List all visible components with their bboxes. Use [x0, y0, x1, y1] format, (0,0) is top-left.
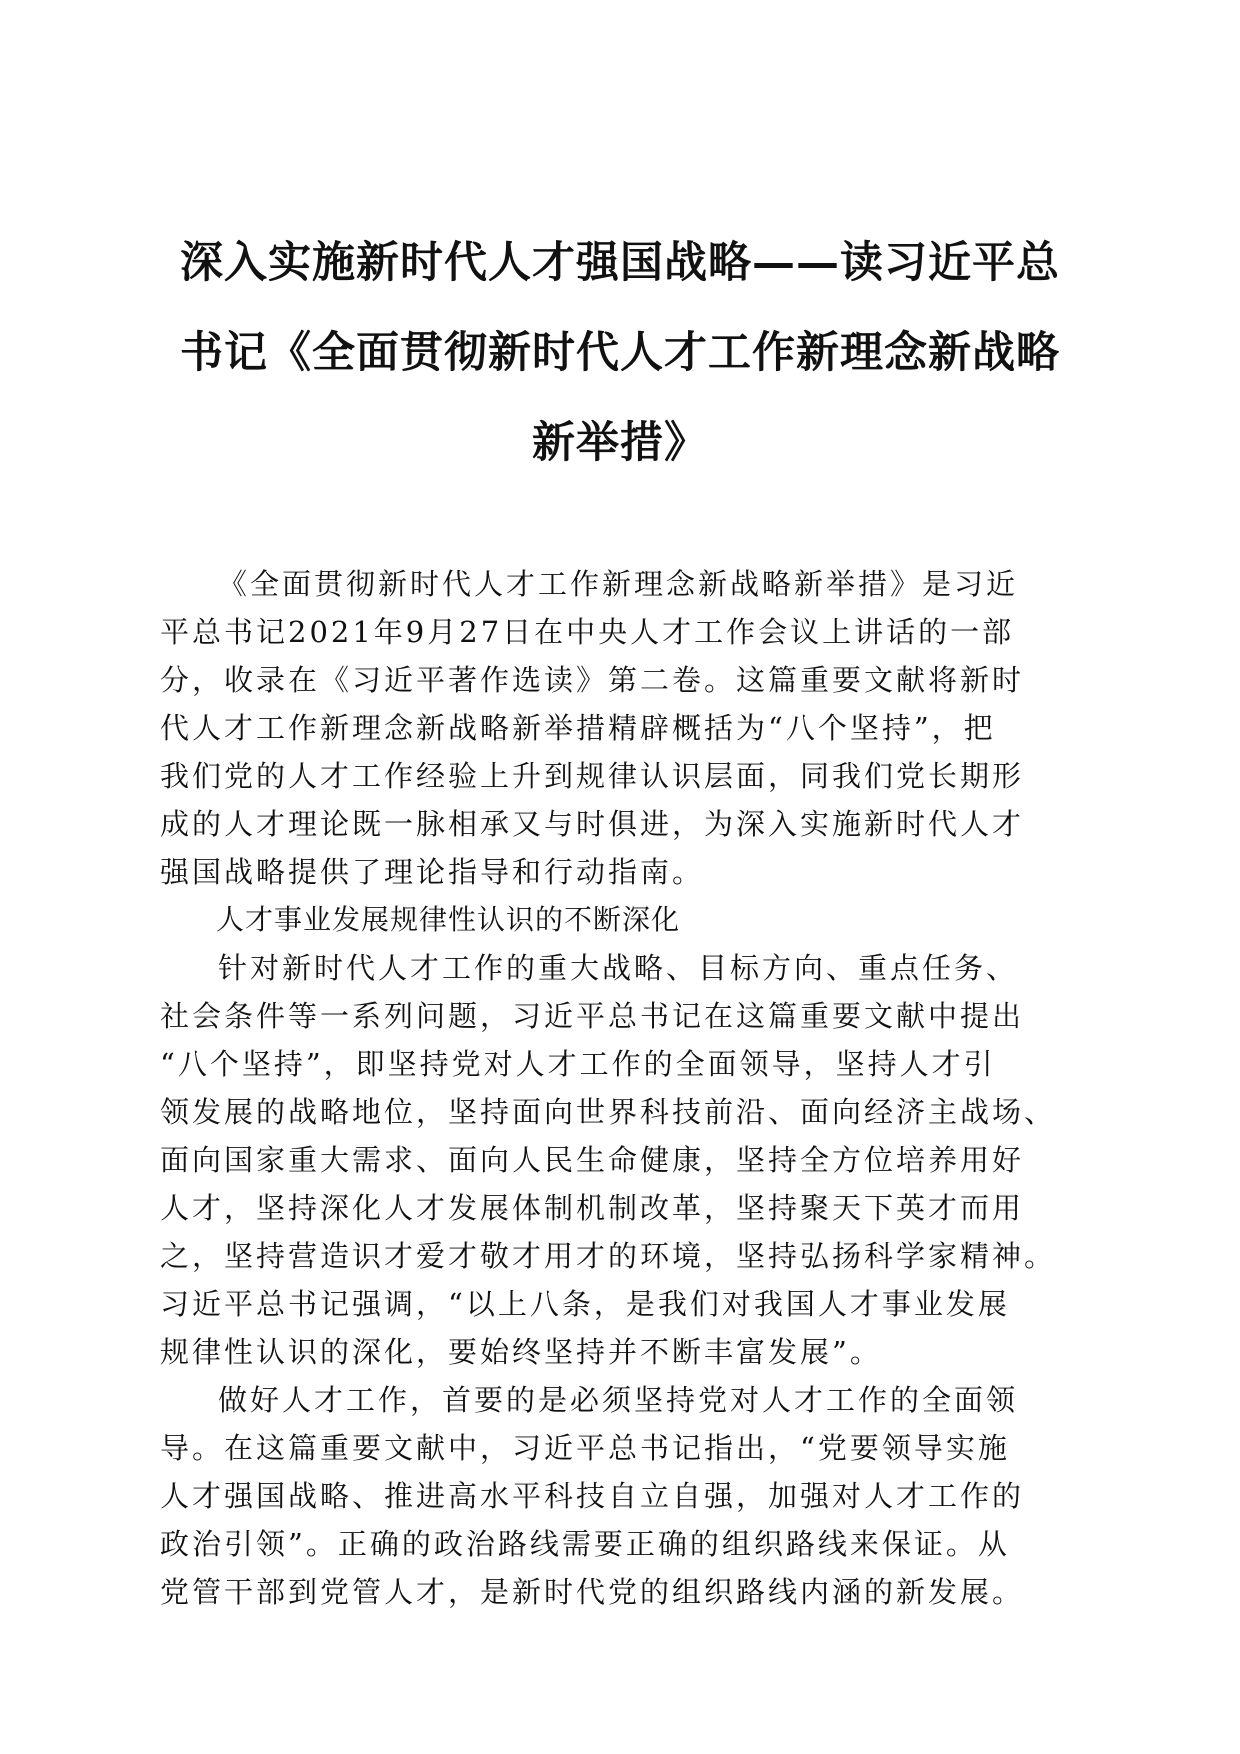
paragraph-line: 平总书记2021年9月27日在中央人才工作会议上讲话的一部: [160, 615, 1015, 649]
paragraph-line: 之，坚持营造识才爱才敬才用才的环境，坚持弘扬科学家精神。: [160, 1239, 1057, 1273]
paragraph-line: 分，收录在《习近平著作选读》第二卷。这篇重要文献将新时: [160, 663, 1025, 697]
paragraph-party-leadership: [160, 1376, 1080, 1616]
title-line: 深入实施新时代人才强国战略——读习近平总: [180, 238, 1060, 288]
paragraph-eight-adherences: [160, 944, 1080, 1376]
section-heading: 人才事业发展规律性认识的不断深化: [216, 903, 681, 936]
paragraph-line: 面向国家重大需求、面向人民生命健康，坚持全方位培养用好: [160, 1143, 1025, 1177]
paragraph-line: 规律性认识的深化，要始终坚持并不断丰富发展”。: [160, 1335, 882, 1369]
paragraph-line: 导。在这篇重要文献中，习近平总书记指出，“党要领导实施: [160, 1431, 1010, 1465]
paragraph-line: 社会条件等一系列问题，习近平总书记在这篇重要文献中提出: [160, 999, 1025, 1033]
document-page: [160, 0, 1080, 1754]
paragraph-line: 针对新时代人才工作的重大战略、目标方向、重点任务、: [218, 951, 1019, 985]
paragraph-line: 政治引领”。正确的政治路线需要正确的组织路线来保证。从: [160, 1527, 1010, 1561]
paragraph-line: 习近平总书记强调，“以上八条，是我们对我国人才事业发展: [160, 1287, 1010, 1321]
paragraph-line: “八个坚持”，即坚持党对人才工作的全面领导，坚持人才引: [160, 1047, 996, 1081]
paragraph-line: 党管干部到党管人才，是新时代党的组织路线内涵的新发展。: [160, 1575, 1025, 1609]
paragraph-line: 《全面贯彻新时代人才工作新理念新战略新举措》是习近: [218, 567, 1019, 601]
document-body: [160, 560, 1080, 1616]
paragraph-line: 领发展的战略地位，坚持面向世界科技前沿、面向经济主战场、: [160, 1095, 1057, 1129]
title-line: 书记《全面贯彻新时代人才工作新理念新战略: [180, 328, 1060, 378]
title-line: 新举措》: [532, 418, 708, 468]
paragraph-line: 强国战略提供了理论指导和行动指南。: [160, 855, 705, 889]
paragraph-line: 代人才工作新理念新战略新举措精辟概括为“八个坚持”，把: [160, 711, 996, 745]
paragraph-intro: [160, 560, 1080, 896]
paragraph-line: 成的人才理论既一脉相承又与时俱进，为深入实施新时代人才: [160, 807, 1025, 841]
paragraph-line: 人才强国战略、推进高水平科技自立自强，加强对人才工作的: [160, 1479, 1025, 1513]
paragraph-line: 我们党的人才工作经验上升到规律认识层面，同我们党长期形: [160, 759, 1025, 793]
paragraph-line: 人才，坚持深化人才发展体制机制改革，坚持聚天下英才而用: [160, 1191, 1025, 1225]
document-title: [160, 218, 1080, 488]
paragraph-line: 做好人才工作，首要的是必须坚持党对人才工作的全面领: [218, 1383, 1019, 1417]
